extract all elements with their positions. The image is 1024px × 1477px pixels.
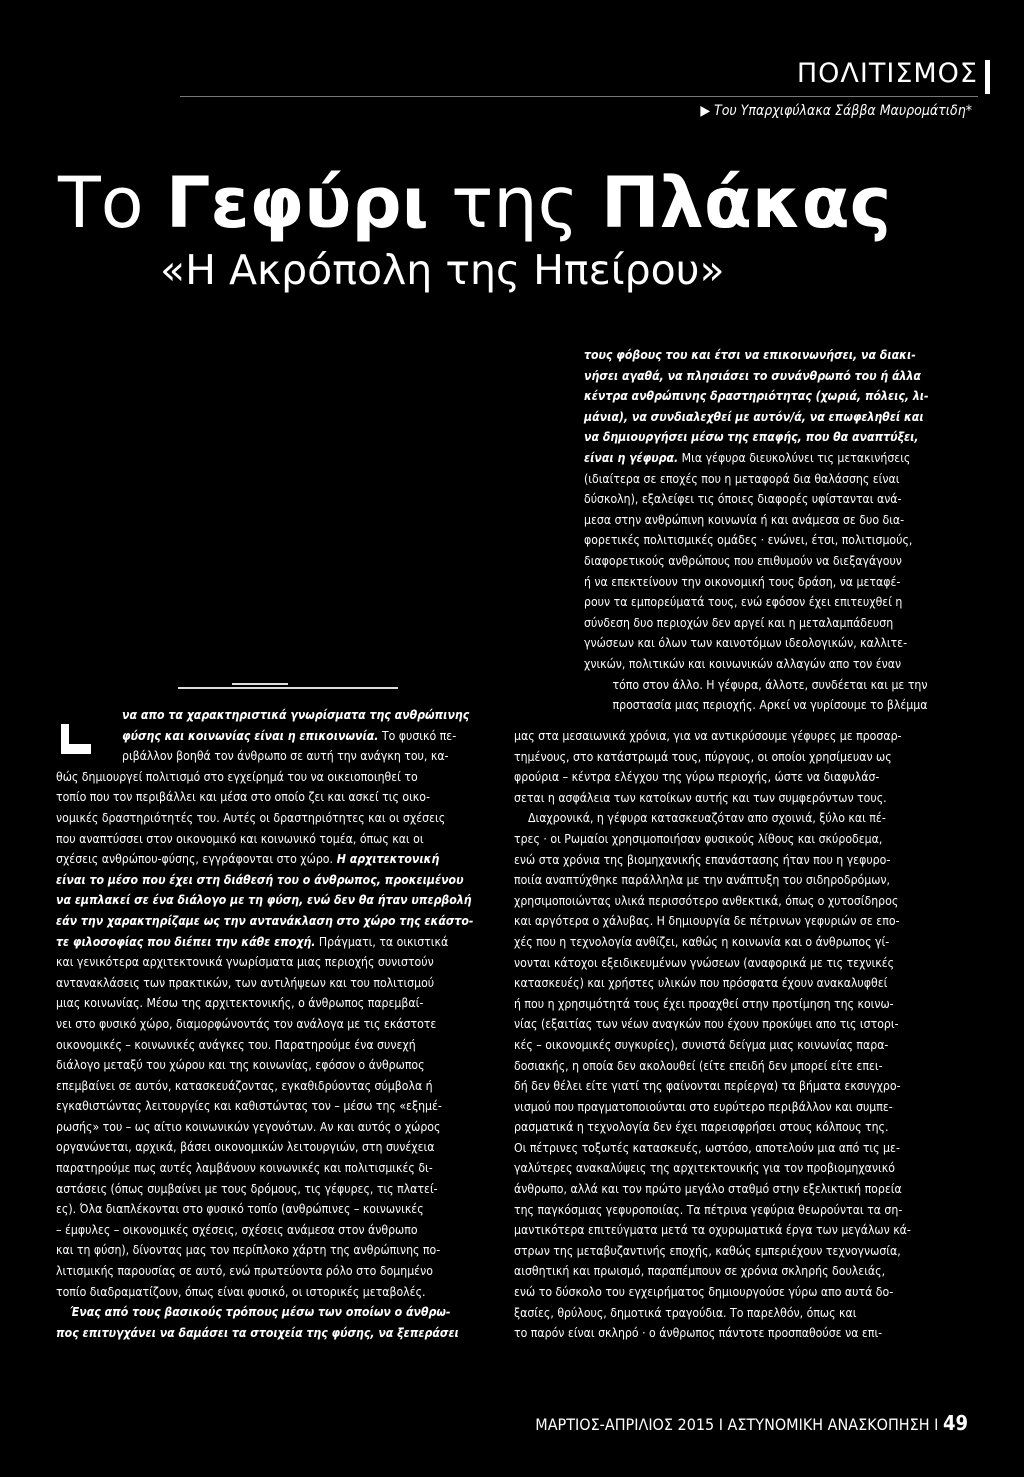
text-line: ξασίες, θρύλους, δημοτικά τραγούδια. Το παρελθόν, όπως και [514,1305,857,1320]
text-line: τε φιλοσοφίας που διέπει την κάθε εποχή. Πράγματι, τα οικιστικά [56,934,449,949]
text-line: πος επιτυγχάνει να δαμάσει τα στοιχεία της φύσης, να ξεπεράσει [56,1325,459,1340]
text-line: Ένας από τους βασικούς τρόπους μέσω των οποίων ο άνθρω- [70,1305,451,1320]
text-line: νει στο φυσικό χώρο, διαμορφώνοντάς τον ανάλογα με τις εκάστοτε [56,1016,437,1031]
text-line: τόπο στον άλλο. Η γέφυρα, άλλοτε, συνδέεται και με την [612,677,928,692]
text-line: παρατηρούμε πως αυτές λαμβάνουν κοινωνικές και πολιτισμικές δι- [56,1161,433,1176]
title-part-2: Γεφύρι [165,162,429,244]
text-line: τους φόβους του και έτσι να επικοινωνήσει, να διακι- [584,348,916,362]
text-line: ρωσής» του – ως αίτιο κοινωνικών γεγονότων. Αν και αυτός ο χώρος [56,1119,441,1134]
text-line: και αργότερα ο χάλυβας. Η δημιουργία δε πέτρινων γεφυριών σε επο- [514,914,900,929]
text-line: οργανώνεται, αρχικά, βάσει οικονομικών λειτουργιών, στη συνέχεια [56,1140,435,1155]
title-part-4: Πλάκας [600,162,892,244]
byline [700,103,972,119]
text-line: εάν την χαρακτηρίζαμε ως την αντανάκλαση στο χώρο της εκάστο- [56,913,474,928]
text-line: και τη φύση), δίνοντας μας τον περίπλοκο χάρτη της ανθρώπινης πο- [56,1243,441,1258]
text-line: μιας κοινωνίας. Μέσω της αρχιτεκτονικής, ο άνθρωπος παρεμβαί- [56,996,424,1011]
text-line: προστασία μιας περιοχής. Αρκεί να γυρίσουμε το βλέμμα [612,698,928,713]
text-line: κές – οικονομικές συγκυρίες), συνιστά δείγμα μιας κοινωνίας παρα- [514,1037,889,1052]
text-line: δύσκολη), εξαλείφει τις όποιες διαφορές υφίστανται ανά- [584,492,902,507]
text-line: της παγκόσμιας γεφυροποιίας. Τα πέτρινα γεφύρια θεωρούνται τα ση- [514,1202,903,1217]
text-line: το παρόν είναι σκληρό · ο άνθρωπος πάντοτε προσπαθούσε να επι- [514,1326,883,1341]
text-line: γαλύτερες ανακαλύψεις της αρχιτεκτονικής για τον προβιομηχανικό [514,1161,895,1176]
text-line: λιτισμικής παρουσίας σε αυτό, ενώ πρωτεύοντα ρόλο στο δομημένο [56,1264,433,1279]
text-line: Διαχρονικά, η γέφυρα κατασκευαζόταν απο σχοινιά, ξύλο και πέ- [528,811,886,826]
text-line: μας στα μεσαιωνικά χρόνια, για να αντικρύσουμε γέφυρες με προσαρ- [514,729,902,743]
text-line: ρασματικά η τεχνολογία δεν έχει παρεισφρήσει στους κόλπους της. [514,1120,889,1135]
text-line: μαντικότερα επιτεύγματα μετά τα οχυρωματικά έργα των μεγάλων κά- [514,1223,911,1238]
text-line: ενώ το δύσκολο του εγχειρήματος δημιουργούσε γύρω απο αυτά δο- [514,1285,894,1300]
text-line: να απο τα χαρακτηριστικά γνωρίσματα της ανθρώπινης [122,708,470,722]
text-line: ριβάλλον βοηθά τον άνθρωπο σε αυτή την ανάγκη του, κα- [122,749,449,764]
text-line: χνικών, πολιτικών και κοινωνικών αλλαγών απο τον έναν [584,656,902,671]
text-line: ρουν τα εμπορεύματά τους, ενώ εφόσον έχει επιτευχθεί η [584,595,903,610]
byline-arrow-icon: ▶ [700,103,714,119]
text-line: ες). Όλα διαπλέκονται στο φυσικό τοπίο (ανθρώπινες – κοινωνικές [56,1202,424,1217]
text-line: γνώσεων και όλων των καινοτόμων ιδεολογικών, καλλιτε- [584,636,908,651]
text-line: να εμπλακεί σε ένα διάλογο με τη φύση, ενώ δεν θα ήταν υπερβολή [56,893,472,908]
text-line: σχέσεις ανθρώπου-φύσης, εγγράφονται στο χώρο. Η αρχιτεκτονική [56,852,440,867]
text-line: οικονομικές – κοινωνικές ανάγκες του. Παρατηρούμε ένα συνεχή [56,1037,416,1052]
text-line: κατασκευές) και χρήστες υλικών που πρόσφατα έχουν ανακαλυφθεί [514,976,888,991]
text-line: να δημιουργήσει μέσω της επαφής, που θα αναπτύξει, [584,430,919,445]
text-line: σύνδεση δυο περιοχών δεν αργεί και η μεταλαμπάδευση [584,615,894,630]
text-line: ή που η χρησιμότητά τους έχει προαχθεί στην προτίμηση της κοινω- [514,996,894,1011]
text-line: τοπίο διαδραματίζουν, όπως είναι φυσικό, οι ιστορικές μεταβολές. [56,1284,426,1299]
text-line: τρες · οι Ρωμαίοι χρησιμοποιήσαν φυσικούς λίθους και σκύροδεμα, [514,831,883,846]
text-line: δοσιακής, η οποία δεν ακολουθεί (είτε επειδή δεν μπορεί είτε επει- [514,1058,883,1073]
text-line: που αναπτύσσει στον οικονομικό και κοινωνικό τομέα, όπως και οι [56,831,424,846]
article-subtitle: «Η Ακρόπολη της Ηπείρου» [160,246,725,294]
text-line: νισμού που πραγματοποιούνται στο ευρύτερο περιβάλλον και συμπε- [514,1099,893,1114]
text-line: στρων της μεταβυζαντινής εποχής, καθώς εμπεριέχουν τεχνογνωσία, [514,1243,901,1258]
text-line: τημένους, στο κατάστρωμά τους, πύργους, οι οποίοι χρησίμευαν ως [514,749,892,764]
middle-column [584,345,956,716]
title-part-1: Το [58,162,166,244]
text-line: είναι η γέφυρα. Μια γέφυρα διευκολύνει τις μετακινήσεις [584,450,911,465]
page-number: 49 [942,1411,968,1435]
text-line: διαφορετικούς ανθρώπους που επιθυμούν να διεξαγάγουν [584,553,902,568]
text-line: Οι πέτρινες τοξωτές κατασκευές, ωστόσο, αποτελούν μια από τις με- [514,1140,900,1155]
text-line: διάλογο μεταξύ του χώρου και της κοινωνίας, εφόσον ο άνθρωπος [56,1058,425,1073]
page-footer [535,1411,968,1435]
text-line: (ιδιαίτερα σε εποχές που η μεταφορά δια θαλάσσης είναι [584,471,900,486]
text-line: ή να επεκτείνουν την οικονομική τους δράση, να μεταφέ- [584,574,901,589]
text-line: μάνια), να συνδιαλεχθεί με αυτόν/ά, να επωφεληθεί και [584,409,924,424]
text-line: κέντρα ανθρώπινης δραστηριότητας (χωριά, πόλεις, λι- [584,389,929,404]
column-rule [178,687,398,689]
text-line: φρούρια – κέντρα ελέγχου της γύρω περιοχής, ώστε να διαφυλάσ- [514,770,880,785]
title-part-3: της [428,162,601,244]
footer-text: ΜΑΡΤΙΟΣ-ΑΠΡΙΛΙΟΣ 2015 Ι ΑΣΤΥΝΟΜΙΚΗ ΑΝΑΣΚΟΠΗΣΗ Ι [535,1415,939,1434]
text-line: είναι το μέσο που έχει στη διάθεσή του ο άνθρωπος, προκειμένου [56,872,464,887]
text-line: μεσα στην ανθρώπινη κοινωνία ή και ανάμεσα σε δυο δια- [584,512,905,527]
text-line: φορετικές πολιτισμικές ομάδες · ενώνει, έτσι, πολιτισμούς, [584,533,913,548]
text-line: σεται η ασφάλεια των κατοίκων αυτής και των συμφερόντων τους. [514,790,887,805]
text-line: τοπίο που τον περιβάλλει και μέσα στο οποίο ζει και ασκεί τις οικο- [56,790,430,805]
column-rule-short [232,683,288,685]
text-line: αστάσεις (όπως συμβαίνει με τους δρόμους, τις γέφυρες, τις πλατεί- [56,1181,438,1196]
article-title [58,162,892,244]
text-line: αντανακλάσεις των πρακτικών, των αντιλήψεων και του πολιτισμού [56,975,435,990]
text-line: θώς δημιουργεί πολιτισμό στο εγχείρημά του να οικειοποιηθεί το [56,769,418,784]
text-line: χρησιμοποιώντας υλικά περισσότερο ανθεκτικά, όπως ο χυτοσίδηρος [514,893,899,908]
text-line: φύσης και κοινωνίας είναι η επικοινωνία. Το φυσικό πε- [122,728,457,743]
section-bar [985,60,990,94]
right-column [514,726,972,1344]
section-label: ΠΟΛΙΤΙΣΜΟΣ [796,58,978,89]
text-line: – έμφυλες – οικονομικές σχέσεις, σχέσεις ανάμεσα στον άνθρωπο [56,1222,418,1237]
text-line: επεμβαίνει σε αυτόν, κατασκευάζοντας, εγκαθιδρύοντας σύμβολα ή [56,1078,433,1093]
text-line: νήσει αγαθά, να πλησιάσει το συνάνθρωπό του ή άλλα [584,368,921,383]
text-line: άνθρωπο, αλλά και τον πρώτο μεγάλο σταθμό στην εξελικτική πορεία [514,1182,902,1197]
left-column [56,705,492,1343]
text-line: χές που η τεχνολογία ανθίζει, καθώς η κοινωνία και ο άνθρωπος γί- [514,934,890,949]
header-rule [180,96,978,97]
text-line: νονται κάτοχοι εξειδικευμένων γνώσεων (αναφορικά με τις τεχνικές [514,955,895,970]
text-line: και γενικότερα αρχιτεκτονικά γνωρίσματα μιας περιοχής συνιστούν [56,955,434,970]
text-line: ενώ στα χρόνια της βιομηχανικής επανάστασης ήταν που η γεφυρο- [514,852,891,867]
text-line: εγκαθιστώντας λειτουργίες και καθιστώντας τον – μέσω της «εξημέ- [56,1099,442,1114]
byline-text: Του Υπαρχιφύλακα Σάββα Μαυρομάτιδη* [714,103,972,119]
text-line: αισθητική και πρωισμό, παραπέμπουν σε χρόνια σκληρής δουλειάς, [514,1264,886,1279]
text-line: νομικές δραστηριότητές του. Αυτές οι δραστηριότητες και οι σχέσεις [56,810,446,825]
text-line: δή δεν θέλει είτε γιατί της φαίνονται περίεργα) τα βήματα εκσυγχρο- [514,1079,901,1094]
text-line: ποιία αναπτύχθηκε παράλληλα με την ανάπτυξη του σιδηροδρόμων, [514,873,891,888]
text-line: νίας (εξαιτίας των νέων αναγκών που έχουν προκύψει απο τις ιστορι- [514,1017,899,1032]
